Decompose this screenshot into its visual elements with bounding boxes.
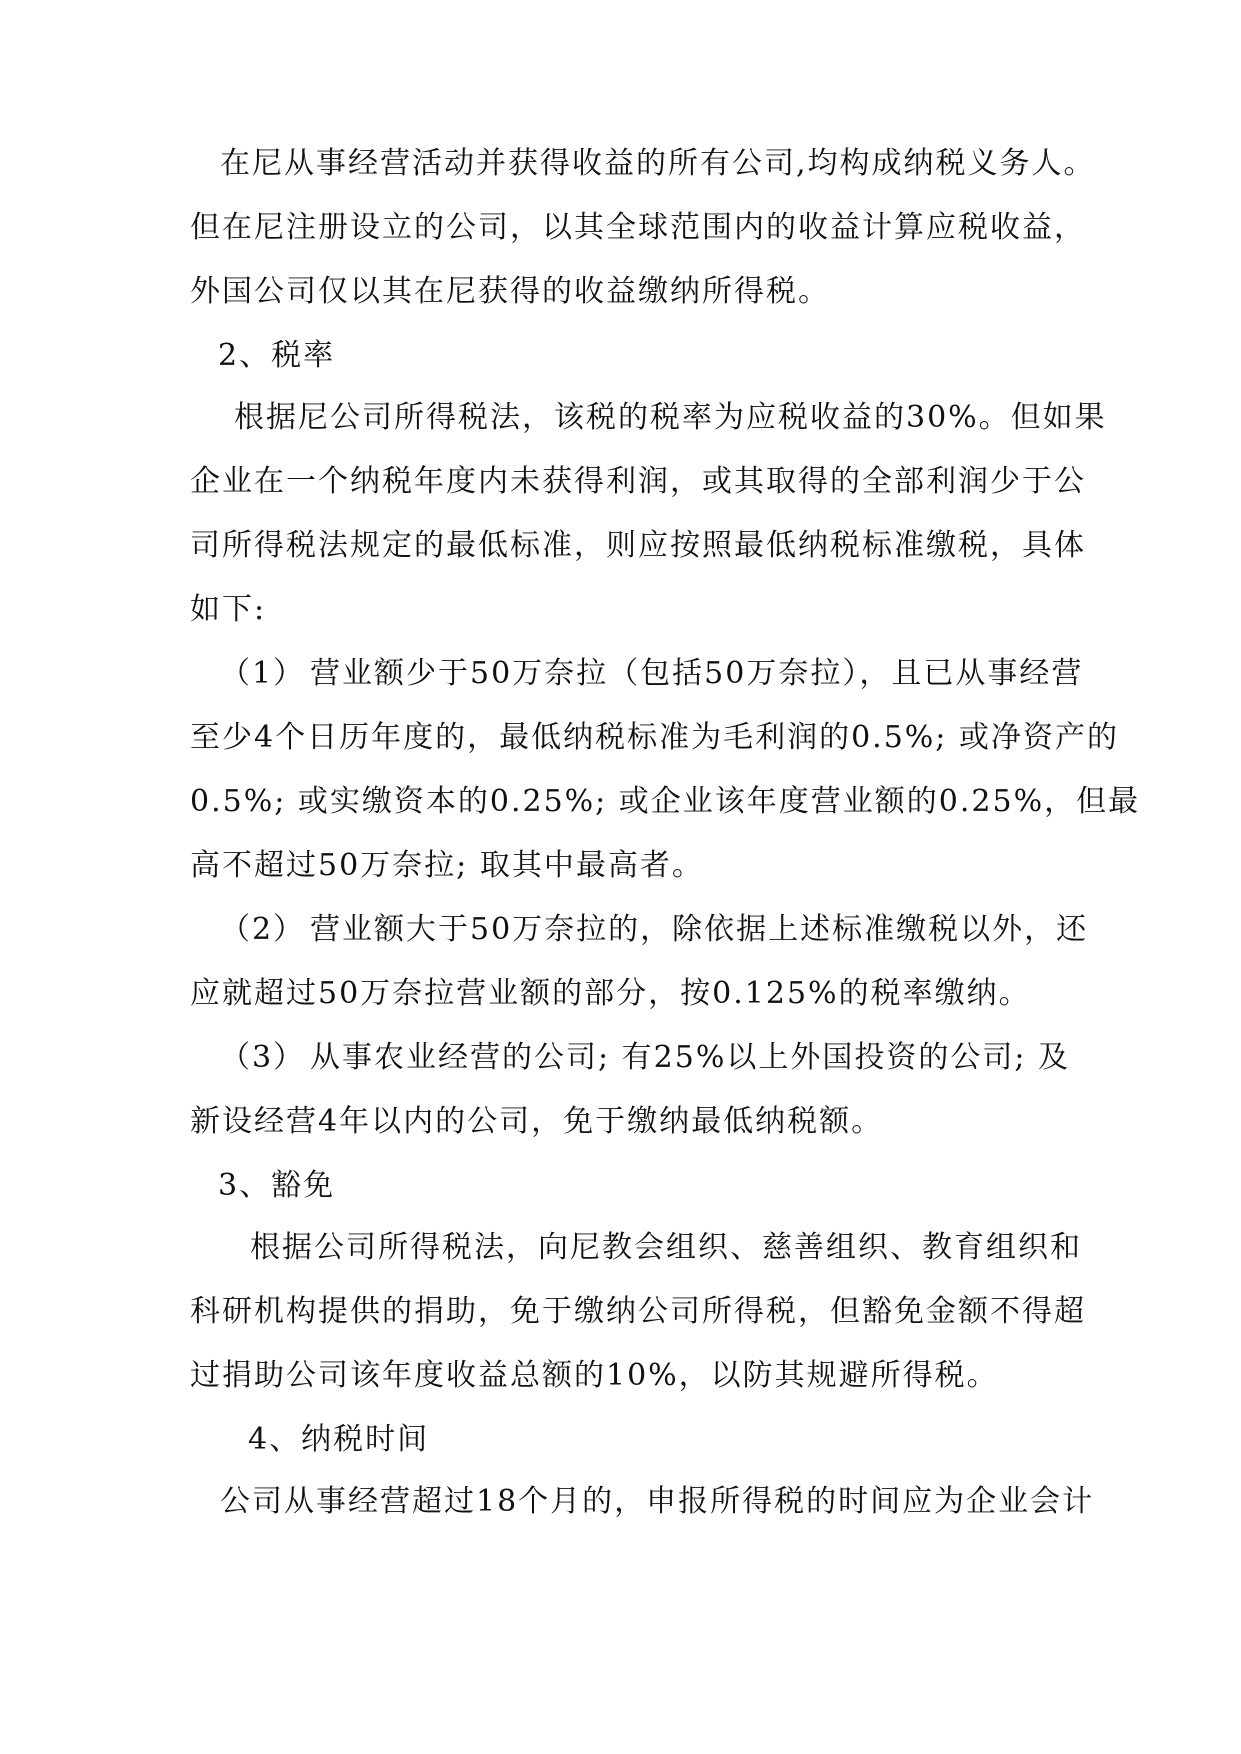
- item-number: （1）: [220, 656, 306, 691]
- text-line: 过捐助公司该年度收益总额的10%，以防其规避所得税。: [190, 1358, 999, 1393]
- text-line: 高不超过50万奈拉; 取其中最高者。: [190, 848, 704, 883]
- item-text: 营业额大于50万奈拉的，除依据上述标准缴税以外，还: [310, 912, 1089, 947]
- text-line: [190, 642, 1084, 706]
- heading-filing-time: 4、纳税时间: [248, 1422, 430, 1457]
- text-line: 但在尼注册设立的公司，以其全球范围内的收益计算应税收益，: [190, 210, 1086, 245]
- item-number: （3）: [220, 1040, 306, 1075]
- text-line: 至少4个日历年度的，最低纳税标准为毛利润的0.5%; 或净资产的: [190, 720, 1119, 755]
- item-number: （2）: [220, 912, 306, 947]
- text-line: 根据公司所得税法，向尼教会组织、慈善组织、教育组织和: [250, 1230, 1082, 1265]
- text-line: 0.5%; 或实缴资本的0.25%; 或企业该年度营业额的0.25%，但最: [190, 784, 1141, 819]
- text-line: 企业在一个纳税年度内未获得利润，或其取得的全部利润少于公: [190, 464, 1086, 499]
- text-line: 新设经营4年以内的公司，免于缴纳最低纳税额。: [190, 1104, 884, 1139]
- item-text: 从事农业经营的公司; 有25%以上外国投资的公司; 及: [310, 1040, 1070, 1075]
- text-line: 科研机构提供的捐助，免于缴纳公司所得税，但豁免金额不得超: [190, 1294, 1086, 1329]
- text-line: 在尼从事经营活动并获得收益的所有公司,均构成纳税义务人。: [220, 146, 1096, 181]
- paragraph-tax-rate: [190, 386, 1107, 642]
- text-line: 根据尼公司所得税法，该税的税率为应税收益的30%。但如果: [234, 400, 1107, 435]
- text-line: 公司从事经营超过18个月的，申报所得税的时间应为企业会计: [220, 1484, 1095, 1519]
- heading-exemption: 3、豁免: [218, 1168, 336, 1203]
- item-text: 营业额少于50万奈拉（包括50万奈拉），且已从事经营: [310, 656, 1084, 691]
- list-item-2: [190, 898, 1089, 1026]
- text-line: [190, 898, 1089, 962]
- text-line: 应就超过50万奈拉营业额的部分，按0.125%的税率缴纳。: [190, 976, 1031, 1011]
- paragraph-taxpayers: [190, 132, 1096, 324]
- text-line: [190, 1026, 1070, 1090]
- text-line: 外国公司仅以其在尼获得的收益缴纳所得税。: [190, 274, 830, 309]
- list-item-1: [190, 642, 1141, 898]
- text-line: 如下:: [190, 592, 267, 627]
- list-item-3: [190, 1026, 1070, 1154]
- heading-tax-rate: 2、税率: [218, 338, 336, 373]
- paragraph-exemption: [190, 1216, 1086, 1408]
- paragraph-filing-time: [190, 1470, 1095, 1534]
- text-line: 司所得税法规定的最低标准，则应按照最低纳税标准缴税，具体: [190, 528, 1086, 563]
